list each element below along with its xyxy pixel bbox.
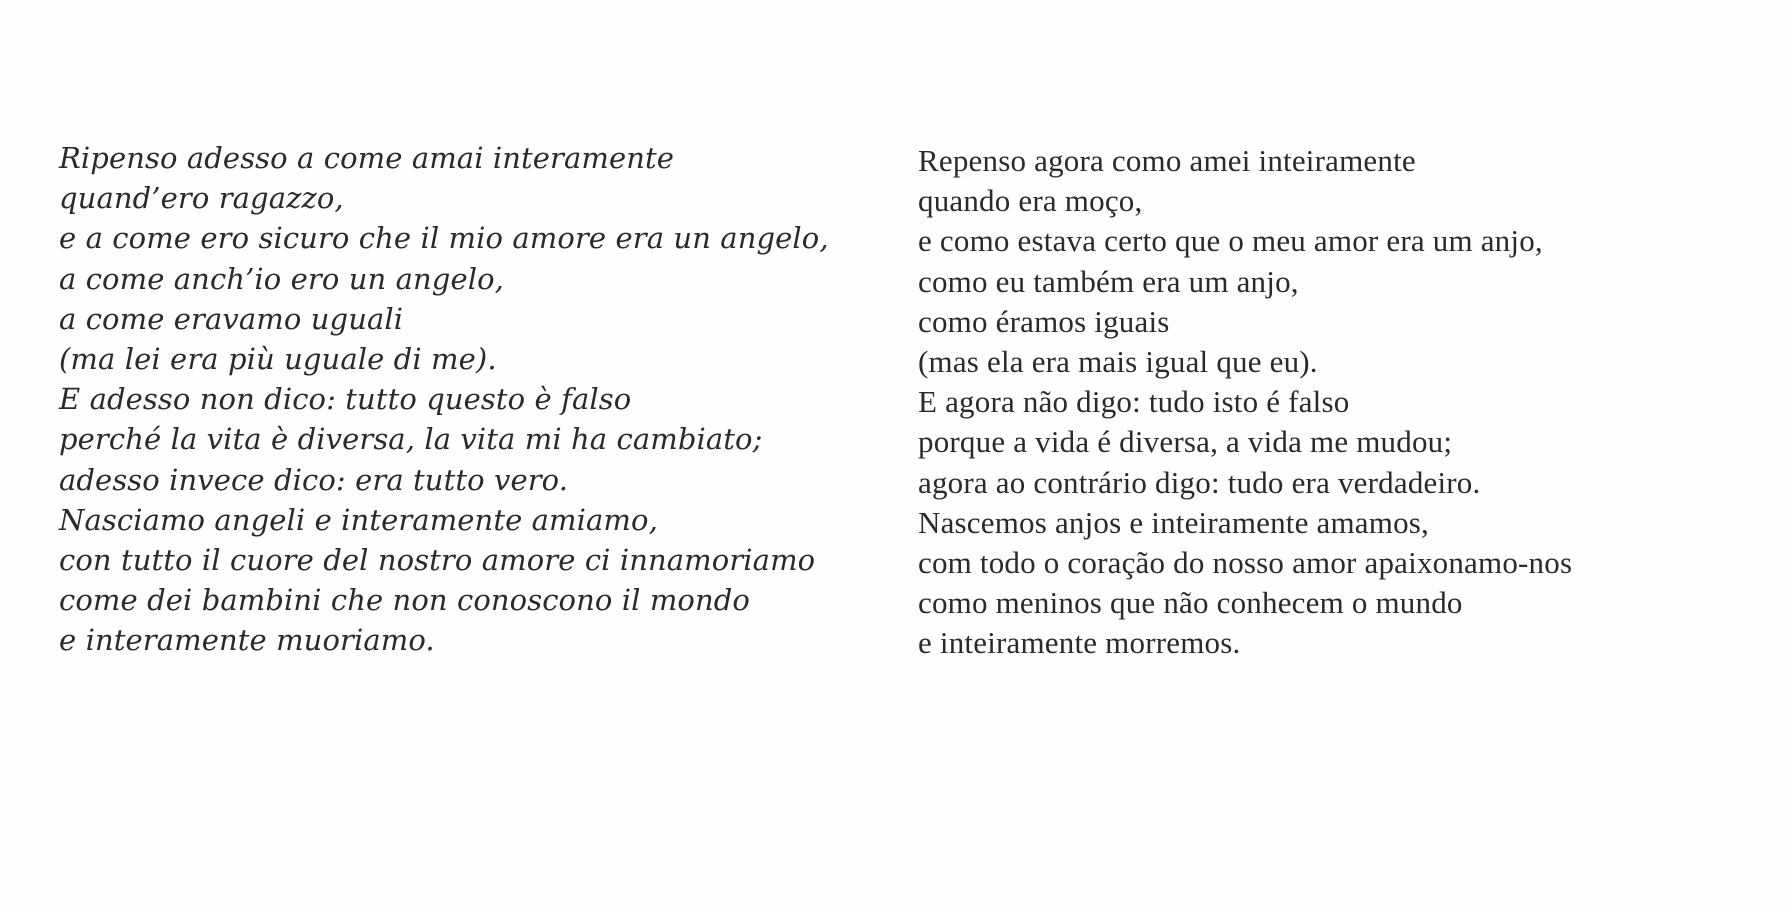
poem-portuguese-line: (mas ela era mais igual que eu). — [918, 343, 1318, 379]
poem-italian-line: Nasciamo angeli e interamente amiamo, — [59, 502, 658, 537]
poem-italian-line: Ripenso adesso a come amai interamente — [59, 141, 675, 175]
poem-portuguese-line: como meninos que não conhecem o mundo — [918, 585, 1463, 621]
poem-portuguese-line: quando era moço, — [918, 183, 1143, 219]
poem-italian-line: come dei bambini che non conoscono il mondo — [59, 583, 750, 618]
poem-italian-line: E adesso non dico: tutto questo è falso — [59, 382, 632, 417]
poem-italian-line: e interamente muoriamo. — [59, 623, 435, 658]
poem-portuguese-line: agora ao contrário digo: tudo era verdadeiro. — [918, 464, 1481, 500]
poem-italian-line: adesso invece dico: era tutto vero. — [59, 462, 569, 497]
poem-italian-line: con tutto il cuore del nostro amore ci innamoriamo — [59, 542, 816, 577]
poem-portuguese-line: como éramos iguais — [918, 303, 1170, 339]
poem-italian-line: quand’ero ragazzo, — [59, 181, 344, 216]
poem-italian-line: a come eravamo uguali — [59, 301, 404, 336]
poem-portuguese-line: e como estava certo que o meu amor era um anjo, — [918, 223, 1543, 259]
poem-italian-line: a come anch’io ero un angelo, — [59, 261, 504, 296]
poem-portuguese-line: como eu também era um anjo, — [918, 263, 1299, 299]
poem-italian — [59, 138, 829, 660]
poem-portuguese — [918, 141, 1738, 663]
poem-portuguese-line: Nascemos anjos e inteiramente amamos, — [918, 504, 1429, 540]
poem-portuguese-line: porque a vida é diversa, a vida me mudou; — [918, 424, 1453, 460]
poem-portuguese-line: com todo o coração do nosso amor apaixonamo-nos — [918, 544, 1573, 580]
poem-italian-line: e a come ero sicuro che il mio amore era un angelo, — [59, 221, 829, 256]
poem-portuguese-line: Repenso agora como amei inteiramente — [918, 143, 1416, 178]
poem-italian-line: (ma lei era più uguale di me). — [59, 341, 497, 376]
poem-italian-line: perché la vita è diversa, la vita mi ha cambiato; — [59, 422, 763, 457]
poem-portuguese-line: E agora não digo: tudo isto é falso — [918, 384, 1350, 420]
poem-portuguese-line: e inteiramente morremos. — [918, 625, 1241, 661]
